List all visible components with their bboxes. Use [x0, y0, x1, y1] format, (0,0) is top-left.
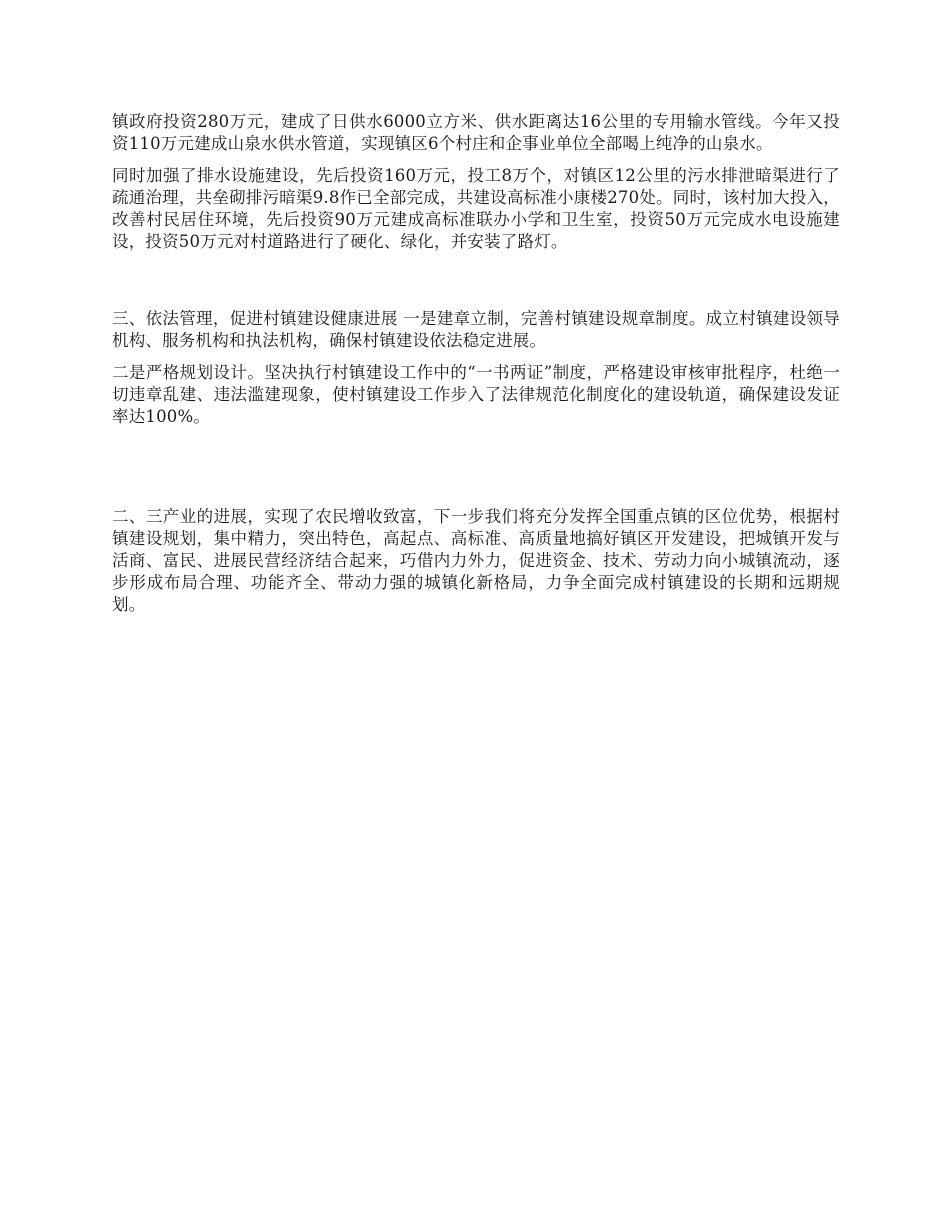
paragraph-drainage: 同时加强了排水设施建设，先后投资160万元，投工8万个，对镇区12公里的污水排泄暗渠进行了疏通治理，共垒砌排污暗渠9.8作已全部完成，共建设高标准小康楼270处。同时，该村加大投入，改善村民居住环境，先后投资90万元建成高标准联办小学和卫生室，投资50万元完成水电设施建设，投资50万元对村道路进行了硬化、绿化，并安装了路灯。	[112, 166, 840, 251]
document-body	[112, 111, 840, 616]
paragraph-industry-development: 二、三产业的进展，实现了农民增收致富，下一步我们将充分发挥全国重点镇的区位优势，根据村镇建设规划，集中精力，突出特色，高起点、高标准、高质量地搞好镇区开发建设，把城镇开发与活商、富民、进展民营经济结合起来，巧借内力外力，促进资金、技术、劳动力向小城镇流动，逐步形成布局合理、功能齐全、带动力强的城镇化新格局，力争全面完成村镇建设的长期和远期规划。	[112, 507, 840, 614]
paragraph-planning-design: 二是严格规划设计。坚决执行村镇建设工作中的“一书两证”制度，严格建设审核审批程序，杜绝一切违章乱建、违法滥建现象，使村镇建设工作步入了法律规范化制度化的建设轨道，确保建设发证率达100%。	[112, 363, 840, 426]
paragraph-water-supply: 镇政府投资280万元，建成了日供水6000立方米、供水距离达16公里的专用输水管线。今年又投资110万元建成山泉水供水管道，实现镇区6个村庄和企事业单位全部喝上纯净的山泉水。	[112, 112, 840, 153]
paragraph-legal-management: 三、依法管理，促进村镇建设健康进展 一是建章立制，完善村镇建设规章制度。成立村镇建设领导机构、服务机构和执法机构，确保村镇建设依法稳定进展。	[112, 309, 840, 350]
